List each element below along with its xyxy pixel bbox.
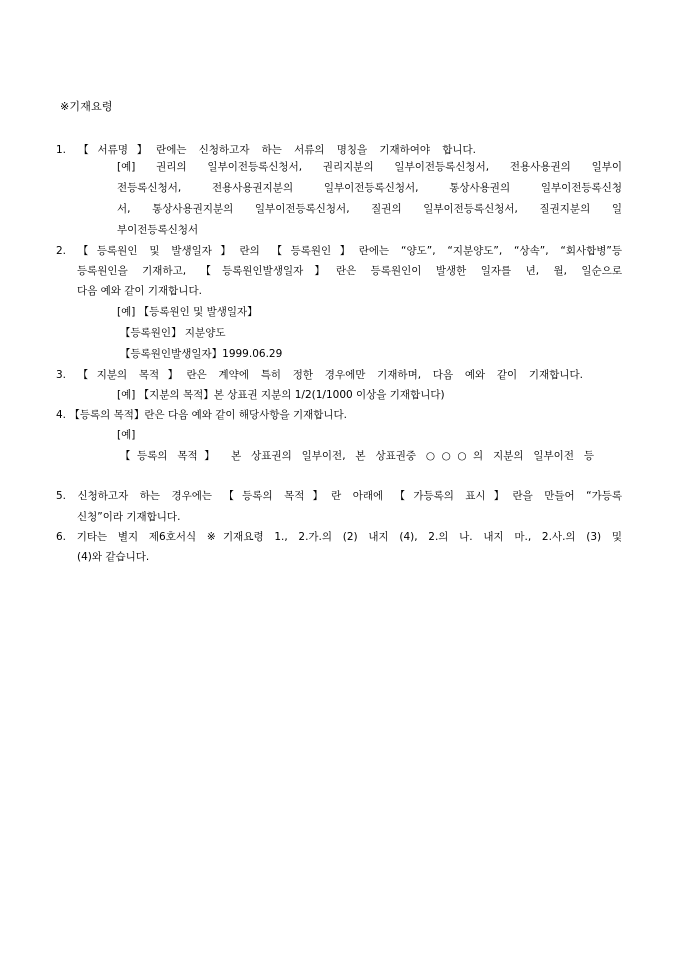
item-4-example-label: [예] — [117, 429, 136, 441]
item-6-line: (4)와 같습니다. — [77, 551, 150, 563]
heading: ※기재요령 — [60, 100, 113, 113]
item-2-example-line: [예] 【등록원인 및 발생일자】 — [117, 306, 258, 318]
item-3-line: 3. 【지분의 목적】란은 계약에 특히 정한 경우에만 기재하며, 다음 예와 같이 기재합니다. — [56, 369, 583, 381]
item-1-example-line: 부이전등록신청서 — [117, 224, 199, 236]
item-1-example-line: [예] 권리의 일부이전등록신청서, 권리지분의 일부이전등록신청서, 전용사용권의 일부이 — [117, 161, 622, 173]
item-5-line: 신청”이라 기재합니다. — [77, 511, 181, 523]
item-4-line: 4. 【등록의 목적】란은 다음 예와 같이 해당사항을 기재합니다. — [56, 409, 348, 421]
item-1-example-line: 서, 통상사용권지분의 일부이전등록신청서, 질권의 일부이전등록신청서, 질권지분의 일 — [117, 203, 622, 215]
item-2-line: 등록원인을 기재하고, 【등록원인발생일자】란은 등록원인이 발생한 일자를 년, 월, 일순으로 — [77, 265, 622, 277]
item-5-line: 5. 신청하고자 하는 경우에는 【등록의 목적】란 아래에 【가등록의 표시】란을 만들어 “가등록 — [56, 490, 622, 502]
item-2-example-line: 【등록원인발생일자】1999.06.29 — [120, 348, 283, 360]
item-4-example-line: 【등록의 목적】 본 상표권의 일부이전, 본 상표권중 ○○○의 지분의 일부이전 등 — [120, 450, 594, 462]
item-3-example-line: [예] 【지분의 목적】본 상표권 지분의 1/2(1/1000 이상을 기재합니다) — [117, 389, 445, 401]
item-1-example-line: 전등록신청서, 전용사용권지분의 일부이전등록신청서, 통상사용권의 일부이전등록신청 — [117, 182, 622, 194]
item-1-line: 1. 【서류명】란에는 신청하고자 하는 서류의 명칭을 기재하여야 합니다. — [56, 144, 476, 156]
item-2-example-line: 【등록원인】 지분양도 — [120, 327, 226, 339]
item-6-line: 6. 기타는 별지 제6호서식 ※기재요령 1., 2.가.의 (2) 내지 (4), 2.의 나. 내지 마., 2.사.의 (3) 및 — [56, 531, 622, 543]
item-2-line: 다음 예와 같이 기재합니다. — [77, 285, 202, 297]
item-2-line: 2. 【등록원인 및 발생일자】란의 【등록원인】란에는 “양도”, “지분양도”, “상속”, “회사합병”등 — [56, 245, 622, 257]
